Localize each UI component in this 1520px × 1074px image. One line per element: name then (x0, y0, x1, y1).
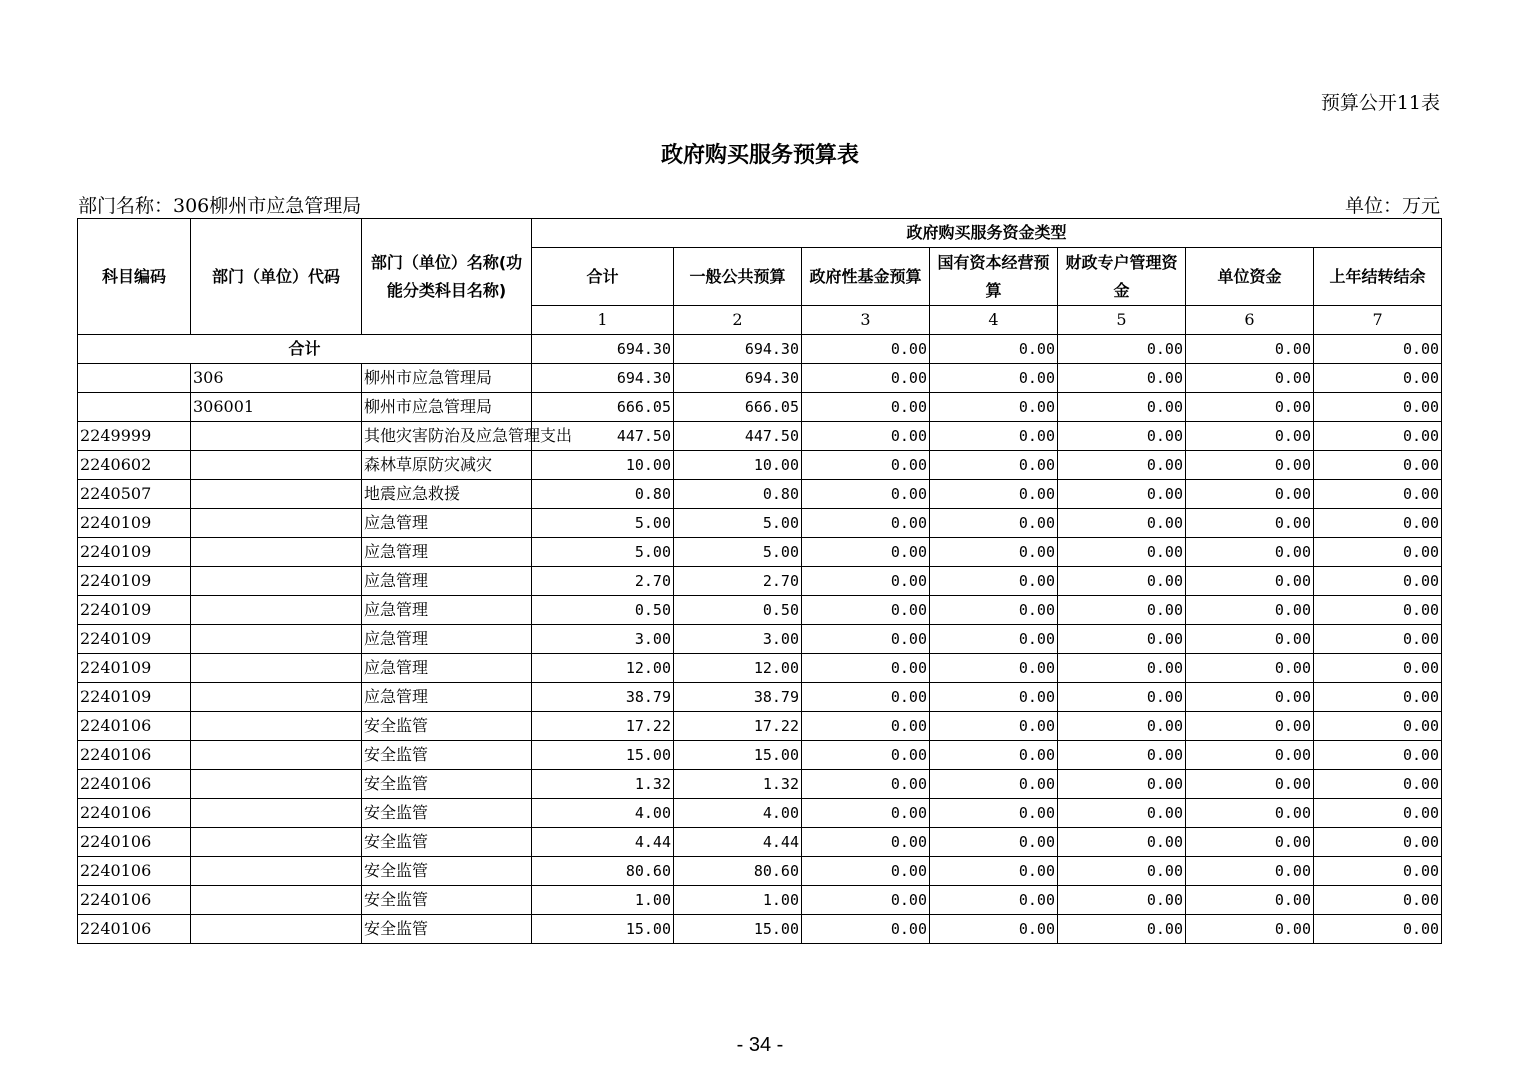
amount-cell: 3.00 (674, 625, 802, 654)
amount-cell: 0.00 (1314, 857, 1442, 886)
subject-code-cell: 2240106 (78, 886, 191, 915)
amount-cell: 0.00 (1058, 451, 1186, 480)
table-row (78, 915, 1442, 944)
amount-cell: 0.00 (930, 422, 1058, 451)
amount-cell: 2.70 (674, 567, 802, 596)
amount-cell: 4.44 (674, 828, 802, 857)
total-cell: 0.00 (802, 335, 930, 364)
dept-name-cell: 应急管理 (362, 683, 532, 712)
amount-cell: 15.00 (674, 741, 802, 770)
amount-cell: 0.00 (930, 451, 1058, 480)
amount-cell: 10.00 (532, 451, 674, 480)
budget-table (77, 218, 1442, 944)
subject-code-cell: 2240109 (78, 625, 191, 654)
header-column-number: 4 (930, 306, 1058, 335)
amount-cell: 0.00 (802, 567, 930, 596)
amount-cell: 694.30 (532, 364, 674, 393)
dept-name-cell: 安全监管 (362, 741, 532, 770)
amount-cell: 5.00 (532, 538, 674, 567)
amount-cell: 0.00 (1058, 799, 1186, 828)
amount-cell: 0.00 (1314, 712, 1442, 741)
amount-cell: 0.00 (802, 712, 930, 741)
amount-cell: 0.00 (1186, 857, 1314, 886)
amount-cell: 0.00 (802, 886, 930, 915)
total-cell: 0.00 (1186, 335, 1314, 364)
amount-cell: 0.00 (930, 741, 1058, 770)
total-cell: 0.00 (1058, 335, 1186, 364)
dept-code-cell (191, 828, 362, 857)
amount-cell: 666.05 (532, 393, 674, 422)
amount-cell: 0.50 (532, 596, 674, 625)
amount-cell: 0.00 (1186, 567, 1314, 596)
amount-cell: 0.00 (1314, 538, 1442, 567)
amount-cell: 0.00 (930, 364, 1058, 393)
amount-cell: 15.00 (674, 915, 802, 944)
table-row (78, 509, 1442, 538)
header-funding-type: 合计 (532, 248, 674, 306)
amount-cell: 0.50 (674, 596, 802, 625)
amount-cell: 0.00 (1314, 422, 1442, 451)
table-row (78, 538, 1442, 567)
department-label: 部门名称：306柳州市应急管理局 (78, 195, 362, 217)
amount-cell: 0.00 (930, 770, 1058, 799)
amount-cell: 5.00 (532, 509, 674, 538)
table-row (78, 654, 1442, 683)
amount-cell: 1.32 (532, 770, 674, 799)
dept-code-cell (191, 654, 362, 683)
subject-code-cell: 2240507 (78, 480, 191, 509)
amount-cell: 0.00 (1314, 393, 1442, 422)
amount-cell: 0.00 (1058, 683, 1186, 712)
amount-cell: 0.00 (930, 712, 1058, 741)
table-row (78, 683, 1442, 712)
header-funding-group: 政府购买服务资金类型 (532, 219, 1442, 248)
dept-name-cell: 安全监管 (362, 886, 532, 915)
subject-code-cell: 2240106 (78, 915, 191, 944)
amount-cell: 0.00 (1186, 886, 1314, 915)
amount-cell: 0.00 (1186, 480, 1314, 509)
amount-cell: 5.00 (674, 538, 802, 567)
amount-cell: 0.00 (1186, 828, 1314, 857)
amount-cell: 0.00 (1186, 799, 1314, 828)
amount-cell: 0.00 (1186, 364, 1314, 393)
dept-code-cell (191, 683, 362, 712)
table-row (78, 422, 1442, 451)
amount-cell: 0.00 (1058, 509, 1186, 538)
amount-cell: 0.00 (802, 654, 930, 683)
amount-cell: 5.00 (674, 509, 802, 538)
amount-cell: 15.00 (532, 915, 674, 944)
subject-code-cell: 2240109 (78, 683, 191, 712)
amount-cell: 0.00 (930, 857, 1058, 886)
header-column-number: 6 (1186, 306, 1314, 335)
table-row (78, 770, 1442, 799)
amount-cell: 80.60 (674, 857, 802, 886)
amount-cell: 694.30 (674, 364, 802, 393)
table-row (78, 596, 1442, 625)
amount-cell: 0.00 (1058, 625, 1186, 654)
amount-cell: 666.05 (674, 393, 802, 422)
dept-name-cell: 柳州市应急管理局 (362, 393, 532, 422)
amount-cell: 0.00 (1058, 567, 1186, 596)
table-row (78, 828, 1442, 857)
header-column-number: 7 (1314, 306, 1442, 335)
amount-cell: 0.00 (1186, 596, 1314, 625)
amount-cell: 0.00 (1186, 712, 1314, 741)
dept-code-cell (191, 480, 362, 509)
table-row (78, 886, 1442, 915)
amount-cell: 0.00 (802, 509, 930, 538)
amount-cell: 0.00 (1314, 770, 1442, 799)
dept-code-cell (191, 596, 362, 625)
amount-cell: 0.00 (1186, 683, 1314, 712)
amount-cell: 0.00 (1186, 509, 1314, 538)
dept-code-cell (191, 509, 362, 538)
dept-code-cell (191, 567, 362, 596)
dept-code-cell (191, 538, 362, 567)
dept-name-cell: 安全监管 (362, 857, 532, 886)
total-cell: 694.30 (674, 335, 802, 364)
table-row (78, 799, 1442, 828)
table-row (78, 567, 1442, 596)
unit-label: 单位：万元 (1344, 195, 1440, 217)
subject-code-cell: 2240109 (78, 654, 191, 683)
dept-name-cell: 应急管理 (362, 625, 532, 654)
amount-cell: 10.00 (674, 451, 802, 480)
amount-cell: 0.80 (674, 480, 802, 509)
dept-name-cell: 安全监管 (362, 828, 532, 857)
amount-cell: 0.00 (802, 915, 930, 944)
amount-cell: 1.00 (674, 886, 802, 915)
header-column-number: 3 (802, 306, 930, 335)
subject-code-cell: 2240109 (78, 596, 191, 625)
amount-cell: 0.00 (1314, 451, 1442, 480)
amount-cell: 0.00 (930, 538, 1058, 567)
amount-cell: 0.00 (1186, 422, 1314, 451)
amount-cell: 0.00 (930, 625, 1058, 654)
amount-cell: 17.22 (532, 712, 674, 741)
amount-cell: 80.60 (532, 857, 674, 886)
amount-cell: 0.00 (1058, 770, 1186, 799)
dept-name-cell: 应急管理 (362, 509, 532, 538)
amount-cell: 0.00 (1186, 770, 1314, 799)
amount-cell: 0.00 (802, 538, 930, 567)
amount-cell: 0.00 (930, 567, 1058, 596)
amount-cell: 38.79 (674, 683, 802, 712)
dept-name-cell: 应急管理 (362, 567, 532, 596)
amount-cell: 0.00 (930, 683, 1058, 712)
amount-cell: 0.00 (1058, 712, 1186, 741)
amount-cell: 0.00 (802, 480, 930, 509)
table-row (78, 712, 1442, 741)
dept-name-cell: 安全监管 (362, 799, 532, 828)
dept-code-cell (191, 712, 362, 741)
amount-cell: 0.00 (802, 393, 930, 422)
amount-cell: 0.00 (802, 451, 930, 480)
amount-cell: 38.79 (532, 683, 674, 712)
amount-cell: 0.00 (802, 422, 930, 451)
header-funding-type: 国有资本经营预算 (930, 248, 1058, 306)
subject-code-cell: 2240109 (78, 509, 191, 538)
amount-cell: 0.00 (930, 828, 1058, 857)
total-row (78, 335, 1442, 364)
dept-name-cell: 应急管理 (362, 654, 532, 683)
amount-cell: 0.00 (1186, 625, 1314, 654)
amount-cell: 0.00 (1314, 480, 1442, 509)
amount-cell: 0.00 (1058, 741, 1186, 770)
dept-code-cell (191, 770, 362, 799)
amount-cell: 0.00 (1314, 625, 1442, 654)
amount-cell: 0.00 (802, 625, 930, 654)
amount-cell: 0.00 (1314, 683, 1442, 712)
amount-cell: 0.00 (1186, 915, 1314, 944)
amount-cell: 0.00 (1058, 857, 1186, 886)
amount-cell: 0.00 (1314, 654, 1442, 683)
subject-code-cell: 2240106 (78, 799, 191, 828)
dept-code-cell (191, 915, 362, 944)
amount-cell: 0.00 (802, 596, 930, 625)
subject-code-cell: 2240106 (78, 741, 191, 770)
amount-cell: 0.00 (1314, 596, 1442, 625)
amount-cell: 0.00 (1314, 509, 1442, 538)
amount-cell: 1.32 (674, 770, 802, 799)
amount-cell: 0.00 (802, 770, 930, 799)
header-funding-type: 财政专户管理资金 (1058, 248, 1186, 306)
amount-cell: 3.00 (532, 625, 674, 654)
table-row (78, 451, 1442, 480)
amount-cell: 15.00 (532, 741, 674, 770)
dept-code-cell (191, 857, 362, 886)
amount-cell: 0.00 (930, 915, 1058, 944)
amount-cell: 0.00 (930, 886, 1058, 915)
amount-cell: 0.00 (1058, 422, 1186, 451)
amount-cell: 4.00 (532, 799, 674, 828)
subject-code-cell: 2240106 (78, 770, 191, 799)
header-column-number: 2 (674, 306, 802, 335)
amount-cell: 0.00 (1058, 915, 1186, 944)
dept-name-cell: 安全监管 (362, 915, 532, 944)
header-dept-code: 部门（单位）代码 (191, 219, 362, 335)
table-row (78, 857, 1442, 886)
amount-cell: 0.00 (1314, 915, 1442, 944)
amount-cell: 0.00 (802, 799, 930, 828)
amount-cell: 0.00 (930, 596, 1058, 625)
amount-cell: 17.22 (674, 712, 802, 741)
dept-name-cell: 安全监管 (362, 712, 532, 741)
dept-code-cell (191, 741, 362, 770)
amount-cell: 447.50 (674, 422, 802, 451)
amount-cell: 0.00 (1058, 596, 1186, 625)
amount-cell: 0.00 (802, 741, 930, 770)
amount-cell: 2.70 (532, 567, 674, 596)
amount-cell: 0.00 (1314, 741, 1442, 770)
amount-cell: 0.00 (1058, 364, 1186, 393)
amount-cell: 0.00 (1314, 799, 1442, 828)
dept-name-cell: 柳州市应急管理局 (362, 364, 532, 393)
dept-name-cell: 其他灾害防治及应急管理支出 (362, 422, 532, 451)
amount-cell: 4.00 (674, 799, 802, 828)
header-dept-name: 部门（单位）名称(功能分类科目名称) (362, 219, 532, 335)
table-row (78, 625, 1442, 654)
table-row (78, 393, 1442, 422)
table-row (78, 741, 1442, 770)
amount-cell: 0.00 (1058, 480, 1186, 509)
amount-cell: 0.00 (1186, 741, 1314, 770)
header-column-number: 1 (532, 306, 674, 335)
total-cell: 0.00 (1314, 335, 1442, 364)
amount-cell: 0.00 (802, 364, 930, 393)
table-row (78, 480, 1442, 509)
page-number: - 34 - (736, 1034, 784, 1056)
subject-code-cell: 2240106 (78, 712, 191, 741)
dept-code-cell (191, 799, 362, 828)
amount-cell: 0.00 (1314, 828, 1442, 857)
amount-cell: 0.00 (1314, 364, 1442, 393)
total-cell: 694.30 (532, 335, 674, 364)
dept-code-cell (191, 886, 362, 915)
header-funding-type: 上年结转结余 (1314, 248, 1442, 306)
header-subject-code: 科目编码 (78, 219, 191, 335)
amount-cell: 0.00 (1058, 393, 1186, 422)
subject-code-cell: 2249999 (78, 422, 191, 451)
total-cell: 0.00 (930, 335, 1058, 364)
dept-name-cell: 应急管理 (362, 538, 532, 567)
amount-cell: 0.00 (1058, 828, 1186, 857)
header-funding-type: 一般公共预算 (674, 248, 802, 306)
amount-cell: 0.00 (1314, 567, 1442, 596)
dept-code-cell (191, 451, 362, 480)
amount-cell: 447.50 (532, 422, 674, 451)
amount-cell: 0.00 (1058, 654, 1186, 683)
dept-code-cell: 306001 (191, 393, 362, 422)
amount-cell: 0.00 (1186, 393, 1314, 422)
amount-cell: 1.00 (532, 886, 674, 915)
subject-code-cell: 2240109 (78, 567, 191, 596)
header-funding-type: 政府性基金预算 (802, 248, 930, 306)
dept-name-cell: 地震应急救援 (362, 480, 532, 509)
amount-cell: 0.00 (802, 828, 930, 857)
amount-cell: 0.80 (532, 480, 674, 509)
amount-cell: 0.00 (1186, 654, 1314, 683)
amount-cell: 0.00 (930, 509, 1058, 538)
amount-cell: 0.00 (1314, 886, 1442, 915)
table-code: 预算公开11表 (1320, 92, 1440, 114)
subject-code-cell (78, 393, 191, 422)
amount-cell: 12.00 (532, 654, 674, 683)
amount-cell: 0.00 (1058, 886, 1186, 915)
subject-code-cell: 2240602 (78, 451, 191, 480)
page-title: 政府购买服务预算表 (660, 143, 859, 168)
header-column-number: 5 (1058, 306, 1186, 335)
amount-cell: 4.44 (532, 828, 674, 857)
dept-name-cell: 应急管理 (362, 596, 532, 625)
amount-cell: 0.00 (930, 480, 1058, 509)
subject-code-cell: 2240106 (78, 857, 191, 886)
dept-name-cell: 森林草原防灾减灾 (362, 451, 532, 480)
table-row (78, 364, 1442, 393)
amount-cell: 0.00 (802, 857, 930, 886)
amount-cell: 0.00 (930, 654, 1058, 683)
dept-code-cell (191, 625, 362, 654)
subject-code-cell: 2240106 (78, 828, 191, 857)
dept-code-cell (191, 422, 362, 451)
subject-code-cell (78, 364, 191, 393)
amount-cell: 0.00 (802, 683, 930, 712)
amount-cell: 0.00 (930, 799, 1058, 828)
amount-cell: 12.00 (674, 654, 802, 683)
total-label: 合计 (78, 335, 532, 364)
amount-cell: 0.00 (1186, 538, 1314, 567)
subject-code-cell: 2240109 (78, 538, 191, 567)
amount-cell: 0.00 (930, 393, 1058, 422)
dept-code-cell: 306 (191, 364, 362, 393)
header-row-group (78, 219, 1442, 248)
amount-cell: 0.00 (1058, 538, 1186, 567)
dept-name-cell: 安全监管 (362, 770, 532, 799)
header-funding-type: 单位资金 (1186, 248, 1314, 306)
amount-cell: 0.00 (1186, 451, 1314, 480)
